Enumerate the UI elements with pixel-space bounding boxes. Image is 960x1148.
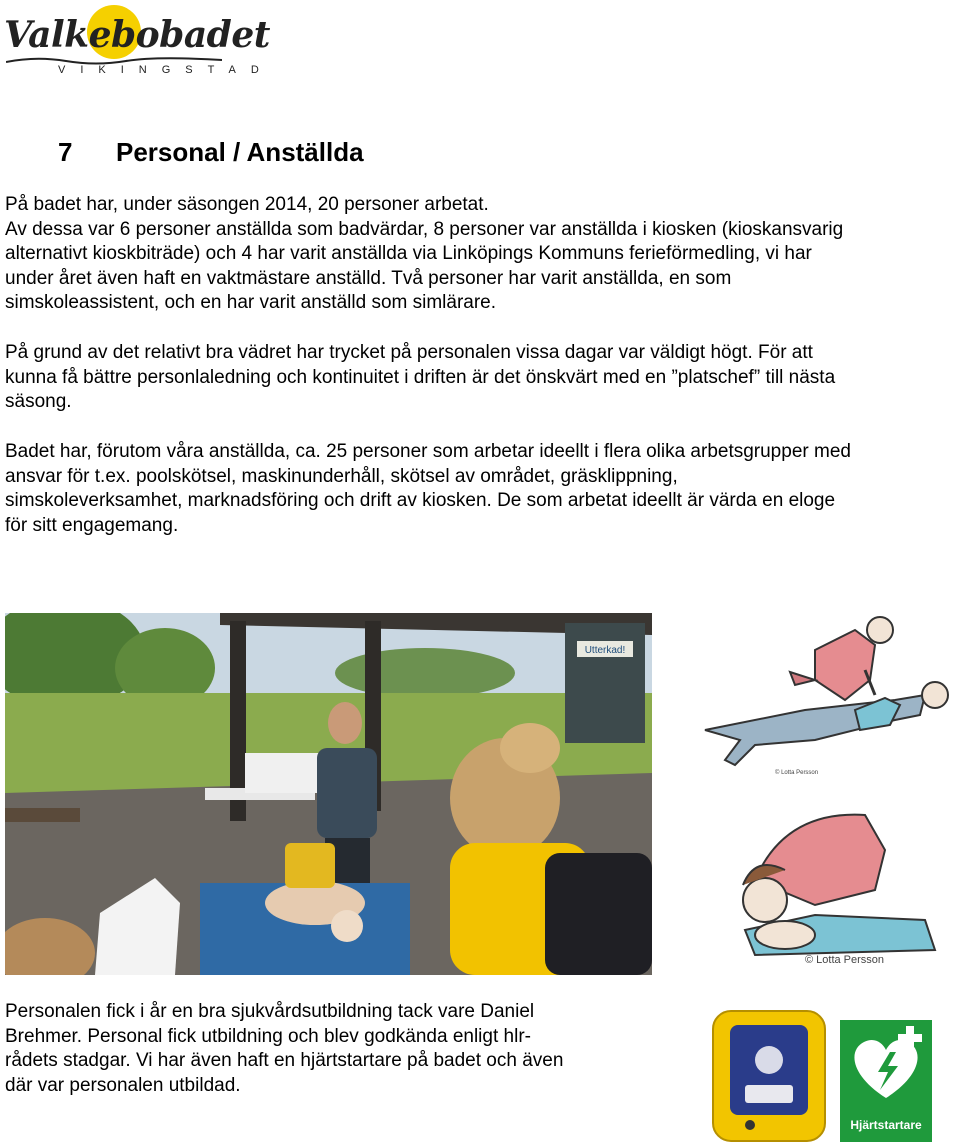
paragraph-staff	[5, 193, 960, 316]
photo-caption	[5, 1000, 645, 1098]
caption-line: Brehmer. Personal fick utbildning och blev godkända enligt hlr-	[5, 1025, 531, 1047]
section-number: 7	[58, 137, 73, 167]
cpr-breathing-illustration	[725, 810, 960, 970]
paragraph-volunteers	[5, 440, 960, 538]
aed-device-image	[705, 1005, 830, 1145]
cpr-compressions-illustration	[695, 610, 960, 810]
logo-subtitle: VIKINGSTAD	[58, 64, 274, 76]
paragraph-line: På badet har, under säsongen 2014, 20 personer arbetat.	[5, 194, 489, 215]
paragraph-line: simskoleassistent, och en har varit anställd som simlärare.	[5, 292, 497, 313]
aed-sign-label: Hjärtstartare	[850, 1118, 922, 1132]
heart-bolt-icon	[840, 1020, 932, 1116]
caption-line: Personalen fick i år en bra sjukvårdsutbildning tack vare Daniel	[5, 1001, 535, 1022]
logo-name: Valkebobadet	[4, 14, 270, 56]
paragraph-line: säsong.	[5, 391, 72, 412]
section-heading	[58, 137, 364, 168]
logo	[0, 0, 274, 85]
caption-line: där var personalen utbildad.	[5, 1074, 241, 1096]
paragraph-line: under året även haft en vaktmästare anställd. Två personer har varit anställda, en som	[5, 267, 732, 289]
aed-sign	[840, 1020, 932, 1142]
paragraph-line: ansvar för t.ex. poolskötsel, maskinunderhåll, skötsel av området, gräsklippning,	[5, 465, 678, 487]
photo-sign-text: Utterkad!	[584, 645, 626, 656]
paragraph-line: Badet har, förutom våra anställda, ca. 25 personer som arbetar ideellt i flera olika arbetsgrupper med	[5, 441, 851, 462]
paragraph-line: Av dessa var 6 personer anställda som badvärdar, 8 personer var anställda i kiosken (kioskansvarig	[5, 218, 844, 240]
paragraph-line: alternativt kioskbiträde) och 4 har varit anställda via Linköpings Kommuns ferieförmedling, vi har	[5, 243, 812, 264]
paragraph-line: kunna få bättre personlaledning och kontinuitet i driften är det önskvärt med en ”platschef” till nästa	[5, 366, 836, 388]
training-photo	[5, 613, 652, 975]
paragraph-workload	[5, 341, 960, 415]
illustration-credit: © Lotta Persson	[805, 954, 885, 966]
paragraph-line: simskoleverksamhet, marknadsföring och drift av kiosken. De som arbetat ideellt är värda en eloge	[5, 490, 836, 511]
paragraph-line: för sitt engagemang.	[5, 514, 179, 536]
section-title: Personal / Anställda	[116, 137, 364, 167]
caption-line: rådets stadgar. Vi har även haft en hjärtstartare på badet och även	[5, 1050, 564, 1071]
illustration-credit: © Lotta Persson	[775, 770, 819, 776]
paragraph-line: På grund av det relativt bra vädret har trycket på personalen vissa dagar var väldigt högt. För att	[5, 342, 813, 363]
